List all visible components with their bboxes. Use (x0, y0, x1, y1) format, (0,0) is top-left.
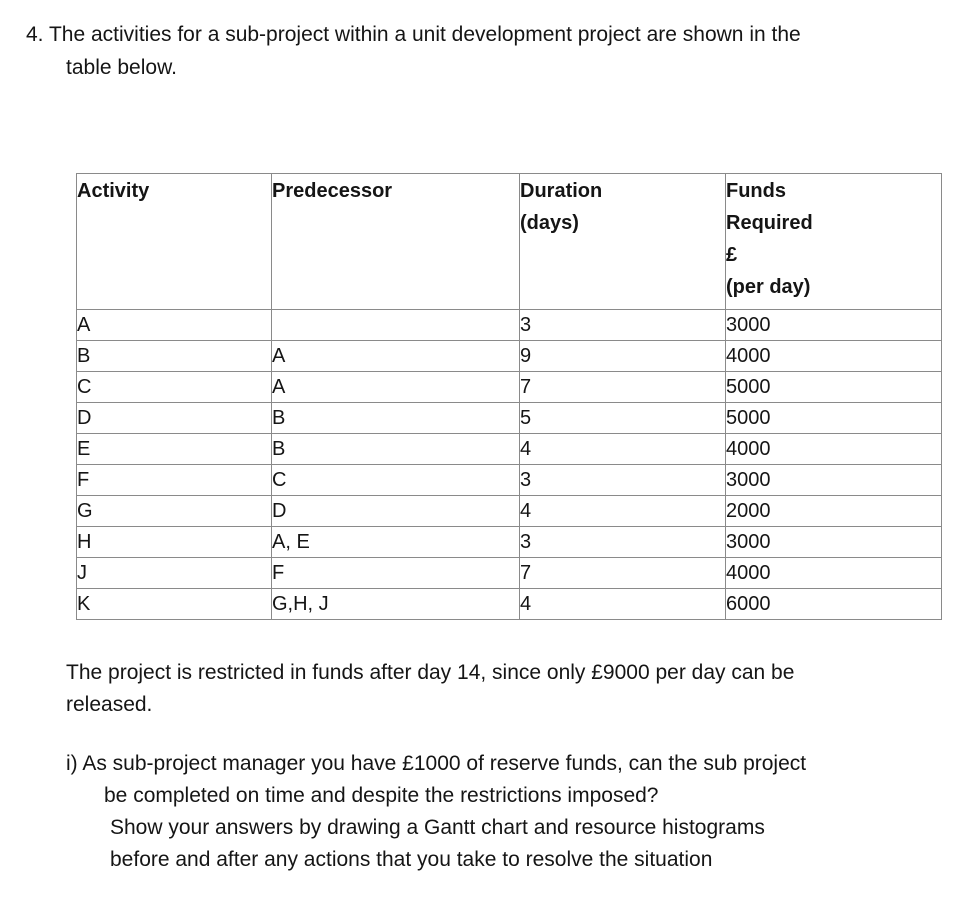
table-row (77, 558, 942, 589)
header-duration-line-1: Duration (520, 180, 603, 202)
cell-duration: 7 (520, 558, 726, 589)
cell-predecessor: G,H, J (272, 589, 520, 620)
activities-table (76, 173, 942, 620)
table-row (77, 403, 942, 434)
question-text-line-2: table below. (66, 56, 177, 79)
cell-activity: H (77, 527, 272, 558)
table-row (77, 465, 942, 496)
cell-predecessor: F (272, 558, 520, 589)
part-i-line-4: before and after any actions that you take to resolve the situation (110, 848, 713, 871)
cell-activity: K (77, 589, 272, 620)
cell-predecessor (272, 310, 520, 341)
cell-duration: 4 (520, 496, 726, 527)
cell-funds: 4000 (726, 341, 942, 372)
cell-activity: A (77, 310, 272, 341)
cell-funds: 5000 (726, 403, 942, 434)
table-row (77, 589, 942, 620)
table-row (77, 310, 942, 341)
cell-activity: E (77, 434, 272, 465)
table-row (77, 372, 942, 403)
table-row (77, 341, 942, 372)
header-funds-line-2: Required (726, 212, 813, 234)
cell-funds: 4000 (726, 434, 942, 465)
cell-funds: 2000 (726, 496, 942, 527)
cell-activity: D (77, 403, 272, 434)
cell-duration: 5 (520, 403, 726, 434)
cell-predecessor: C (272, 465, 520, 496)
cell-duration: 4 (520, 434, 726, 465)
cell-funds: 3000 (726, 310, 942, 341)
header-funds-line-3: £ (726, 244, 738, 266)
restriction-paragraph (66, 657, 794, 721)
cell-duration: 9 (520, 341, 726, 372)
cell-duration: 3 (520, 527, 726, 558)
cell-predecessor: A, E (272, 527, 520, 558)
part-i-question (66, 748, 806, 876)
part-i-line-3: Show your answers by drawing a Gantt chart and resource histograms (110, 816, 765, 839)
cell-funds: 3000 (726, 527, 942, 558)
restriction-line-1: The project is restricted in funds after day 14, since only £9000 per day can be (66, 661, 795, 684)
question-text-line-1: 4. The activities for a sub-project within a unit development project are shown in the (26, 23, 801, 46)
header-funds-line-1: Funds (726, 180, 786, 202)
cell-funds: 5000 (726, 372, 942, 403)
cell-funds: 3000 (726, 465, 942, 496)
cell-duration: 7 (520, 372, 726, 403)
cell-activity: G (77, 496, 272, 527)
cell-predecessor: B (272, 434, 520, 465)
header-activity-label: Activity (77, 180, 150, 202)
cell-duration: 3 (520, 310, 726, 341)
cell-predecessor: A (272, 372, 520, 403)
restriction-line-2: released. (66, 693, 153, 716)
cell-predecessor: D (272, 496, 520, 527)
cell-duration: 3 (520, 465, 726, 496)
header-predecessor (272, 174, 520, 310)
header-funds-line-4: (per day) (726, 276, 811, 298)
cell-duration: 4 (520, 589, 726, 620)
table-row (77, 434, 942, 465)
header-funds (726, 174, 942, 310)
header-predecessor-label: Predecessor (272, 180, 393, 202)
cell-funds: 6000 (726, 589, 942, 620)
cell-predecessor: B (272, 403, 520, 434)
cell-activity: F (77, 465, 272, 496)
cell-activity: J (77, 558, 272, 589)
part-i-line-1: i) As sub-project manager you have £1000 of reserve funds, can the sub project (66, 752, 807, 775)
header-duration (520, 174, 726, 310)
cell-predecessor: A (272, 341, 520, 372)
table-header-row (77, 174, 942, 310)
header-activity (77, 174, 272, 310)
table-row (77, 527, 942, 558)
cell-funds: 4000 (726, 558, 942, 589)
header-duration-line-2: (days) (520, 212, 579, 234)
cell-activity: B (77, 341, 272, 372)
part-i-line-2: be completed on time and despite the restrictions imposed? (104, 784, 659, 807)
table-row (77, 496, 942, 527)
cell-activity: C (77, 372, 272, 403)
